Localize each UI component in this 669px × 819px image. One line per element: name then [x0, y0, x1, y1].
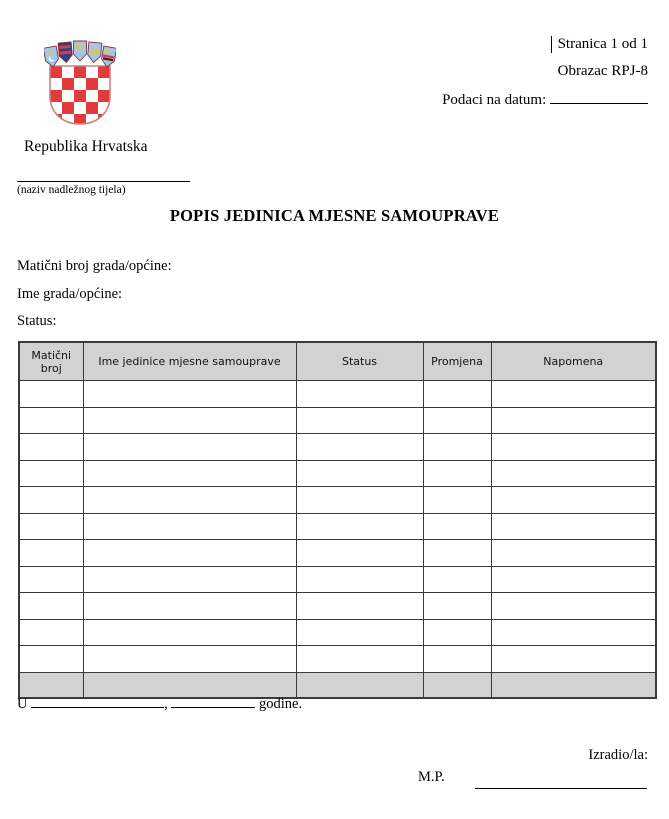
- table-cell: [491, 487, 656, 514]
- table-cell: [491, 407, 656, 434]
- table-cell: [19, 646, 83, 673]
- authority-line: [17, 181, 190, 182]
- table-cell: [491, 434, 656, 461]
- table-cell: [423, 513, 491, 540]
- table-cell: [296, 460, 423, 487]
- table-cell: [423, 487, 491, 514]
- table-header-row: [19, 342, 656, 381]
- table-cell: [491, 540, 656, 567]
- table-row: [19, 513, 656, 540]
- table-cell: [83, 619, 296, 646]
- table-cell: [83, 513, 296, 540]
- table-footer-cell: [491, 672, 656, 698]
- table-row: [19, 619, 656, 646]
- signature-line: [475, 788, 647, 789]
- table-cell: [83, 593, 296, 620]
- table-row: [19, 487, 656, 514]
- table-cell: [296, 513, 423, 540]
- table-cell: [296, 566, 423, 593]
- place-suffix: godine.: [258, 696, 303, 712]
- municipality-name-row: [17, 286, 122, 303]
- column-header: Promjena: [423, 342, 491, 381]
- data-date-blank: [550, 89, 648, 104]
- table-cell: [491, 646, 656, 673]
- table-cell: [19, 619, 83, 646]
- table-cell: [296, 381, 423, 408]
- column-header: Napomena: [491, 342, 656, 381]
- table-cell: [83, 566, 296, 593]
- table-row: [19, 593, 656, 620]
- form-code: Obrazac RPJ-8: [557, 63, 648, 79]
- table-footer-cell: [296, 672, 423, 698]
- table-row: [19, 646, 656, 673]
- table-cell: [19, 566, 83, 593]
- table-cell: [423, 593, 491, 620]
- municipality-name-label: Ime grada/općine:: [17, 286, 123, 302]
- table-cell: [296, 434, 423, 461]
- table-cell: [423, 540, 491, 567]
- form-title: POPIS JEDINICA MJESNE SAMOUPRAVE: [169, 206, 500, 225]
- table-cell: [491, 381, 656, 408]
- table-row: [19, 407, 656, 434]
- table-cell: [19, 407, 83, 434]
- table-cell: [491, 513, 656, 540]
- data-date-row: [348, 89, 648, 109]
- place-blank: [31, 693, 164, 708]
- table-footer-cell: [423, 672, 491, 698]
- status-label: Status:: [17, 313, 57, 329]
- table-cell: [423, 407, 491, 434]
- place-prefix: U: [17, 696, 28, 712]
- table-cell: [19, 540, 83, 567]
- municipality-id-label: Matični broj grada/općine:: [17, 258, 172, 274]
- table-cell: [19, 434, 83, 461]
- croatian-coat-of-arms-icon: [44, 40, 116, 132]
- table-cell: [83, 487, 296, 514]
- table-cell: [296, 646, 423, 673]
- table-cell: [19, 513, 83, 540]
- table-cell: [423, 381, 491, 408]
- table-cell: [423, 566, 491, 593]
- table-cell: [19, 460, 83, 487]
- seal-label: M.P.: [418, 769, 445, 785]
- table-cell: [19, 593, 83, 620]
- table-cell: [491, 460, 656, 487]
- table-cell: [423, 434, 491, 461]
- state-name: Republika Hrvatska: [24, 138, 148, 155]
- table-cell: [296, 540, 423, 567]
- status-row: [17, 313, 56, 330]
- table-cell: [83, 540, 296, 567]
- page-number: Stranica 1 od 1: [557, 36, 648, 52]
- table-row: [19, 540, 656, 567]
- data-date-label: Podaci na datum:: [442, 92, 547, 108]
- separator: ,: [164, 696, 168, 712]
- municipality-id-row: [17, 258, 172, 275]
- table-row: [19, 381, 656, 408]
- table-cell: [296, 407, 423, 434]
- table-cell: [19, 381, 83, 408]
- column-header: Status: [296, 342, 423, 381]
- date-blank: [171, 693, 255, 708]
- table-cell: [296, 487, 423, 514]
- authority-caption: (naziv nadležnog tijela): [17, 184, 126, 196]
- column-header: Ime jedinice mjesne samouprave: [83, 342, 296, 381]
- table-cell: [19, 487, 83, 514]
- units-table: [18, 341, 657, 699]
- table-cell: [296, 593, 423, 620]
- table-cell: [83, 460, 296, 487]
- table-cell: [423, 460, 491, 487]
- units-table-wrapper: [18, 341, 657, 699]
- table-body: [19, 381, 656, 673]
- table-cell: [423, 646, 491, 673]
- table-row: [19, 434, 656, 461]
- table-cell: [83, 646, 296, 673]
- prepared-by-label: Izradio/la:: [588, 747, 648, 763]
- table-cell: [423, 619, 491, 646]
- table-cell: [83, 434, 296, 461]
- table-cell: [296, 619, 423, 646]
- table-row: [19, 460, 656, 487]
- table-cell: [491, 593, 656, 620]
- place-date-row: [17, 693, 302, 713]
- table-cell: [83, 407, 296, 434]
- column-header: Matični broj: [19, 342, 83, 381]
- table-row: [19, 566, 656, 593]
- table-cell: [83, 381, 296, 408]
- table-cell: [491, 566, 656, 593]
- table-cell: [491, 619, 656, 646]
